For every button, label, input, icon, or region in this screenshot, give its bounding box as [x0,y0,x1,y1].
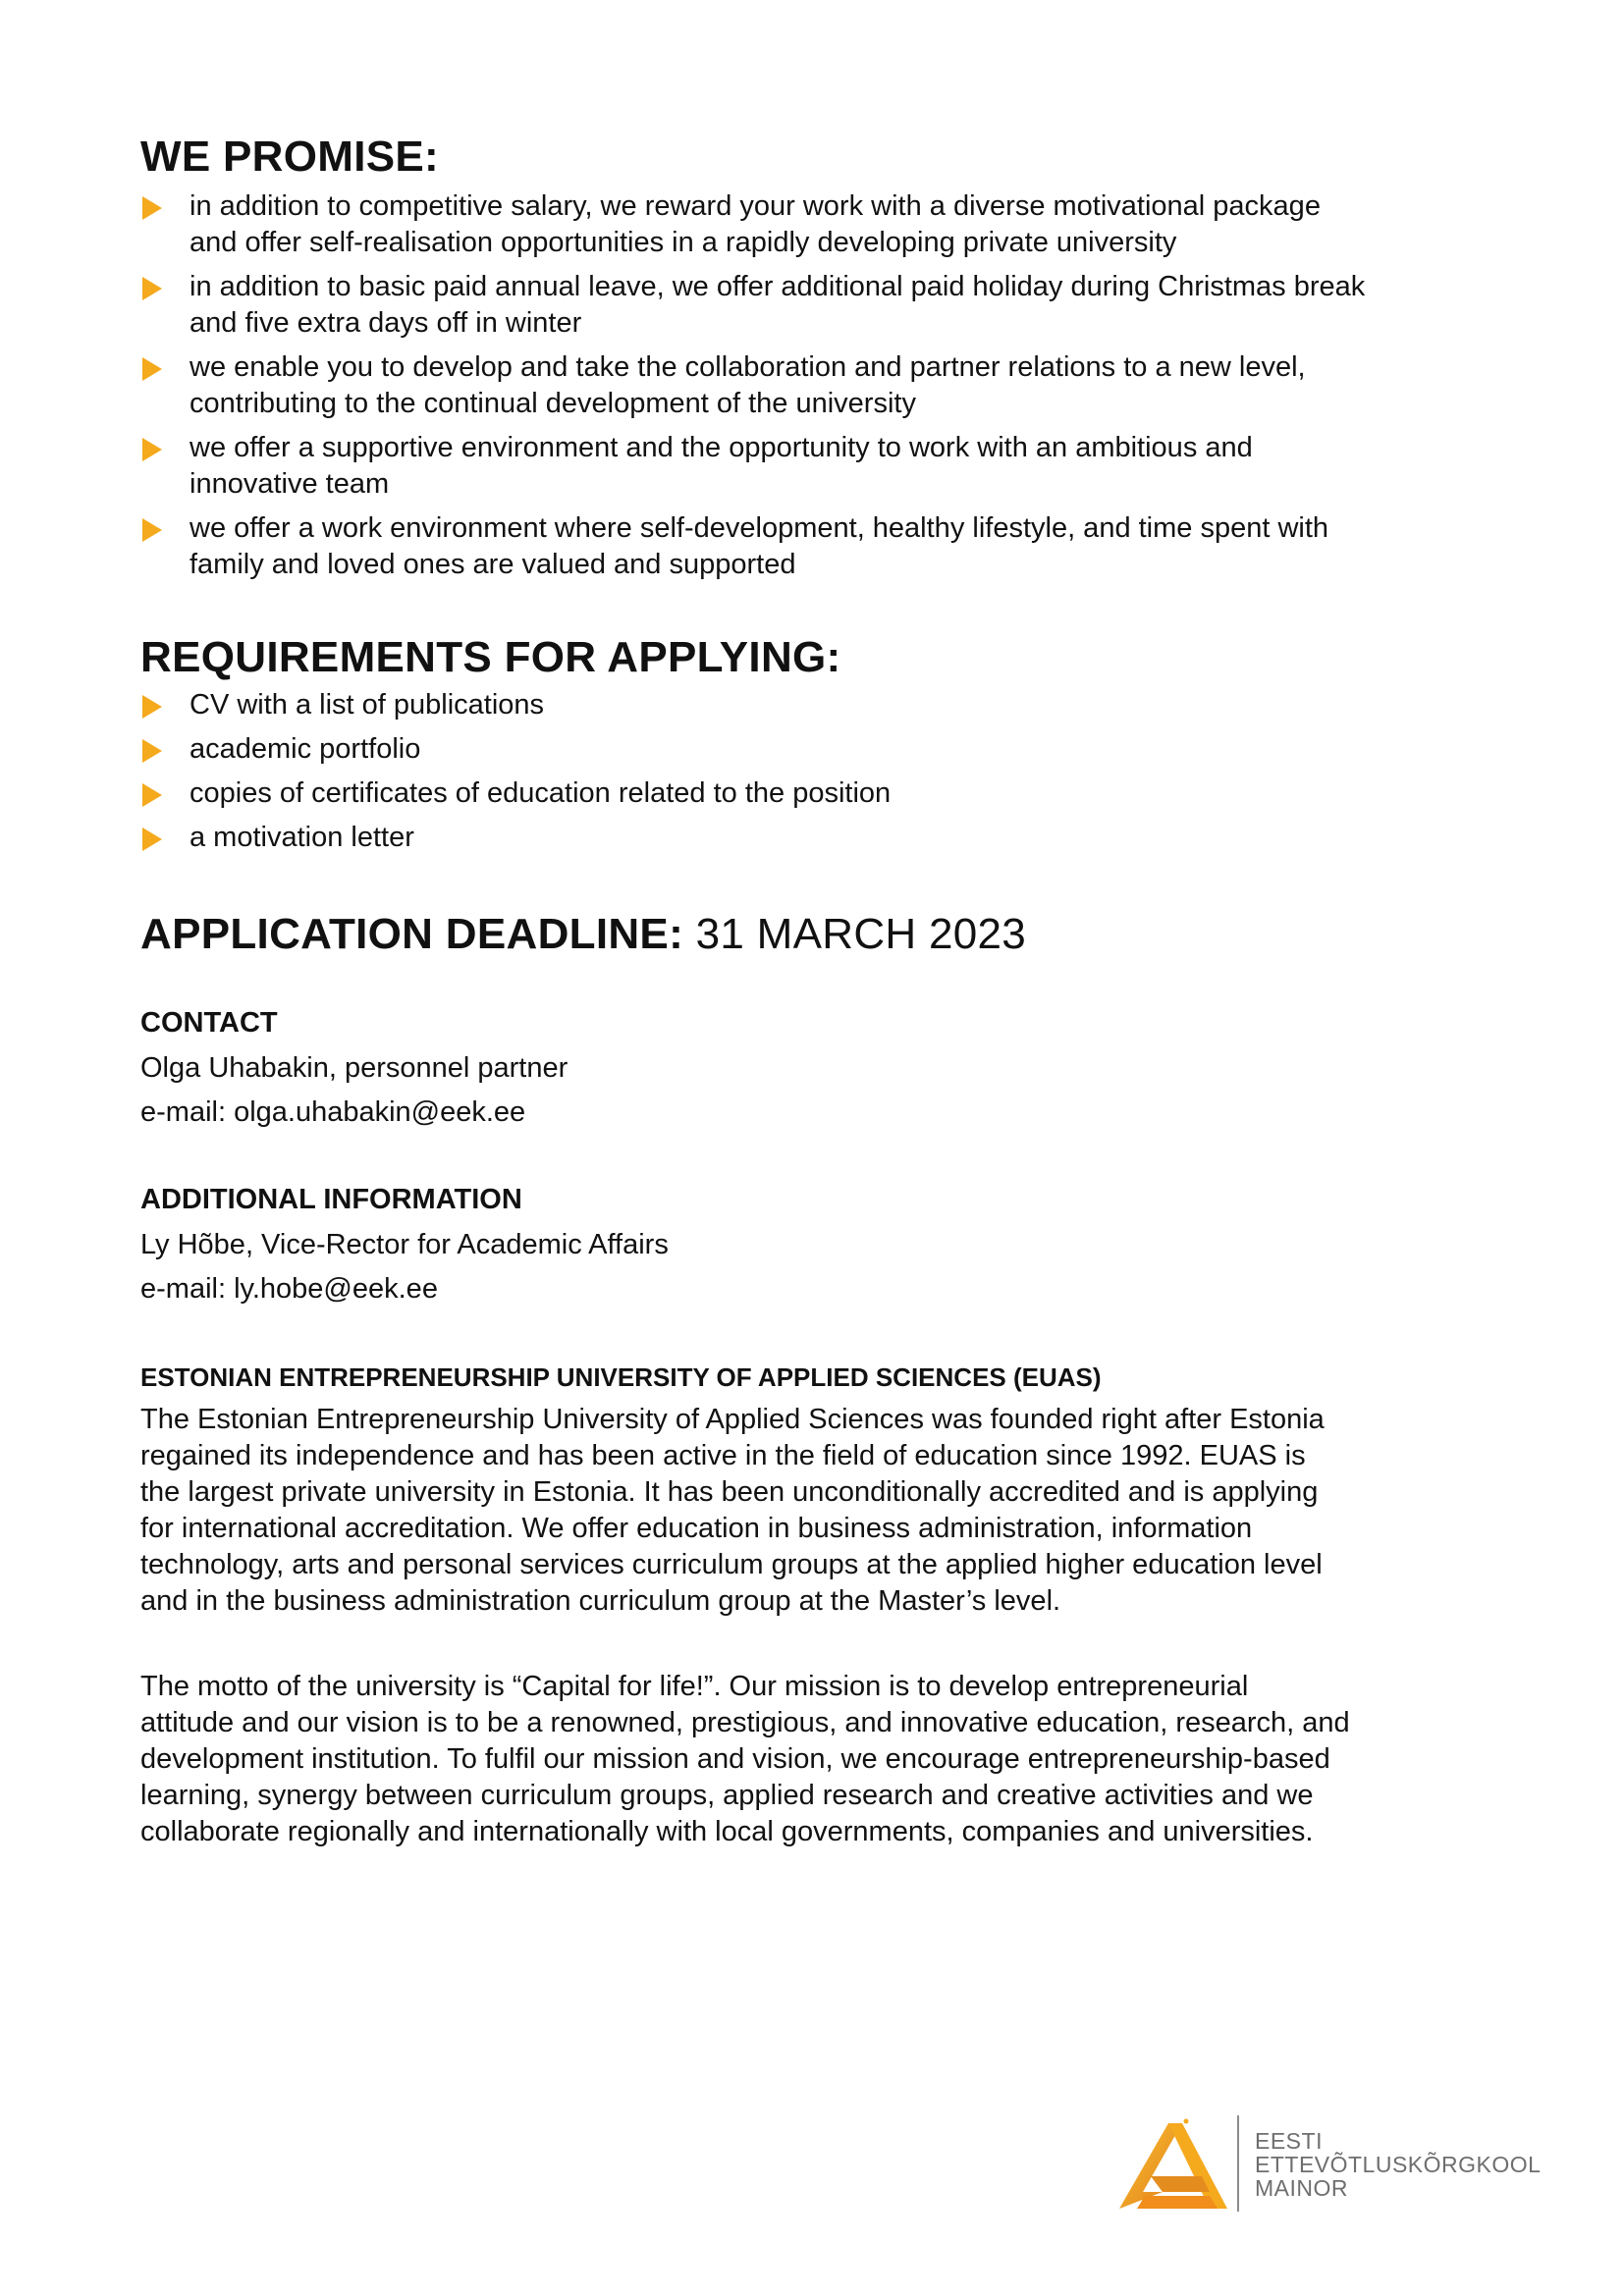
list-item: copies of certificates of education related to the position [140,775,1515,812]
bullet-triangle-icon [142,438,162,461]
about-heading: ESTONIAN ENTREPRENEURSHIP UNIVERSITY OF APPLIED SCIENCES (EUAS) [140,1362,1102,1392]
list-item: CV with a list of publications [140,687,1515,723]
promise-list [140,188,1515,591]
about-paragraph-2: The motto of the university is “Capital for life!”. Our mission is to develop entrepreneurial attitude and our vision is to be a renowned, prestigious, and innovative education, research, and development institution. To fulfil our mission and vision, we encourage entrepreneurship-based learning, synergy between curriculum groups, applied research and creative activities and we collaborate regionally and internationally with local governments, companies and universities. [140,1671,1350,1847]
mainor-logo-icon [1111,2115,1229,2214]
requirements-heading: REQUIREMENTS FOR APPLYING: [140,633,841,681]
bullet-triangle-icon [142,357,162,381]
deadline-heading [140,909,1026,960]
bullet-triangle-icon [142,196,162,220]
list-item: a motivation letter [140,820,1515,856]
list-item: we enable you to develop and take the collaboration and partner relations to a new level, contributing to the continual development of the university [140,349,1515,422]
promise-heading: WE PROMISE: [140,133,439,181]
deadline-value: 31 MARCH 2023 [695,910,1027,958]
additional-email: e-mail: ly.hobe@eek.ee [140,1273,438,1305]
contact-heading: CONTACT [140,1007,278,1039]
logo-wordmark: EESTI ETTEVÕTLUSKÕRGKOOL MAINOR [1255,2128,1542,2201]
additional-name: Ly Hõbe, Vice-Rector for Academic Affairs [140,1229,669,1260]
list-item: in addition to basic paid annual leave, we offer additional paid holiday during Christmas break and five extra days off in winter [140,269,1515,342]
deadline-label: APPLICATION DEADLINE: [140,910,684,958]
university-logo [1111,2115,1543,2214]
bullet-triangle-icon [142,828,162,851]
logo-divider [1237,2115,1239,2212]
bullet-triangle-icon [142,695,162,719]
bullet-triangle-icon [142,518,162,542]
bullet-triangle-icon [142,783,162,807]
list-item: we offer a work environment where self-development, healthy lifestyle, and time spent with family and loved ones are valued and supported [140,510,1515,583]
contact-name: Olga Uhabakin, personnel partner [140,1052,568,1084]
contact-email: e-mail: olga.uhabakin@eek.ee [140,1096,526,1128]
list-item: we offer a supportive environment and the opportunity to work with an ambitious and innovative team [140,430,1515,503]
list-item: academic portfolio [140,731,1515,768]
about-paragraph-1: The Estonian Entrepreneurship University of Applied Sciences was founded right after Estonia regained its independence and has been active in the field of education since 1992. EUAS is the largest private university in Estonia. It has been unconditionally accredited and is applying for international accreditation. We offer education in business administration, information technology, arts and personal services curriculum groups at the applied higher education level and in the business administration curriculum group at the Master’s level. [140,1404,1325,1617]
requirements-list [140,687,1515,864]
list-item: in addition to competitive salary, we reward your work with a diverse motivational package and offer self-realisation opportunities in a rapidly developing private university [140,188,1515,261]
bullet-triangle-icon [142,739,162,763]
additional-heading: ADDITIONAL INFORMATION [140,1184,522,1215]
bullet-triangle-icon [142,277,162,300]
